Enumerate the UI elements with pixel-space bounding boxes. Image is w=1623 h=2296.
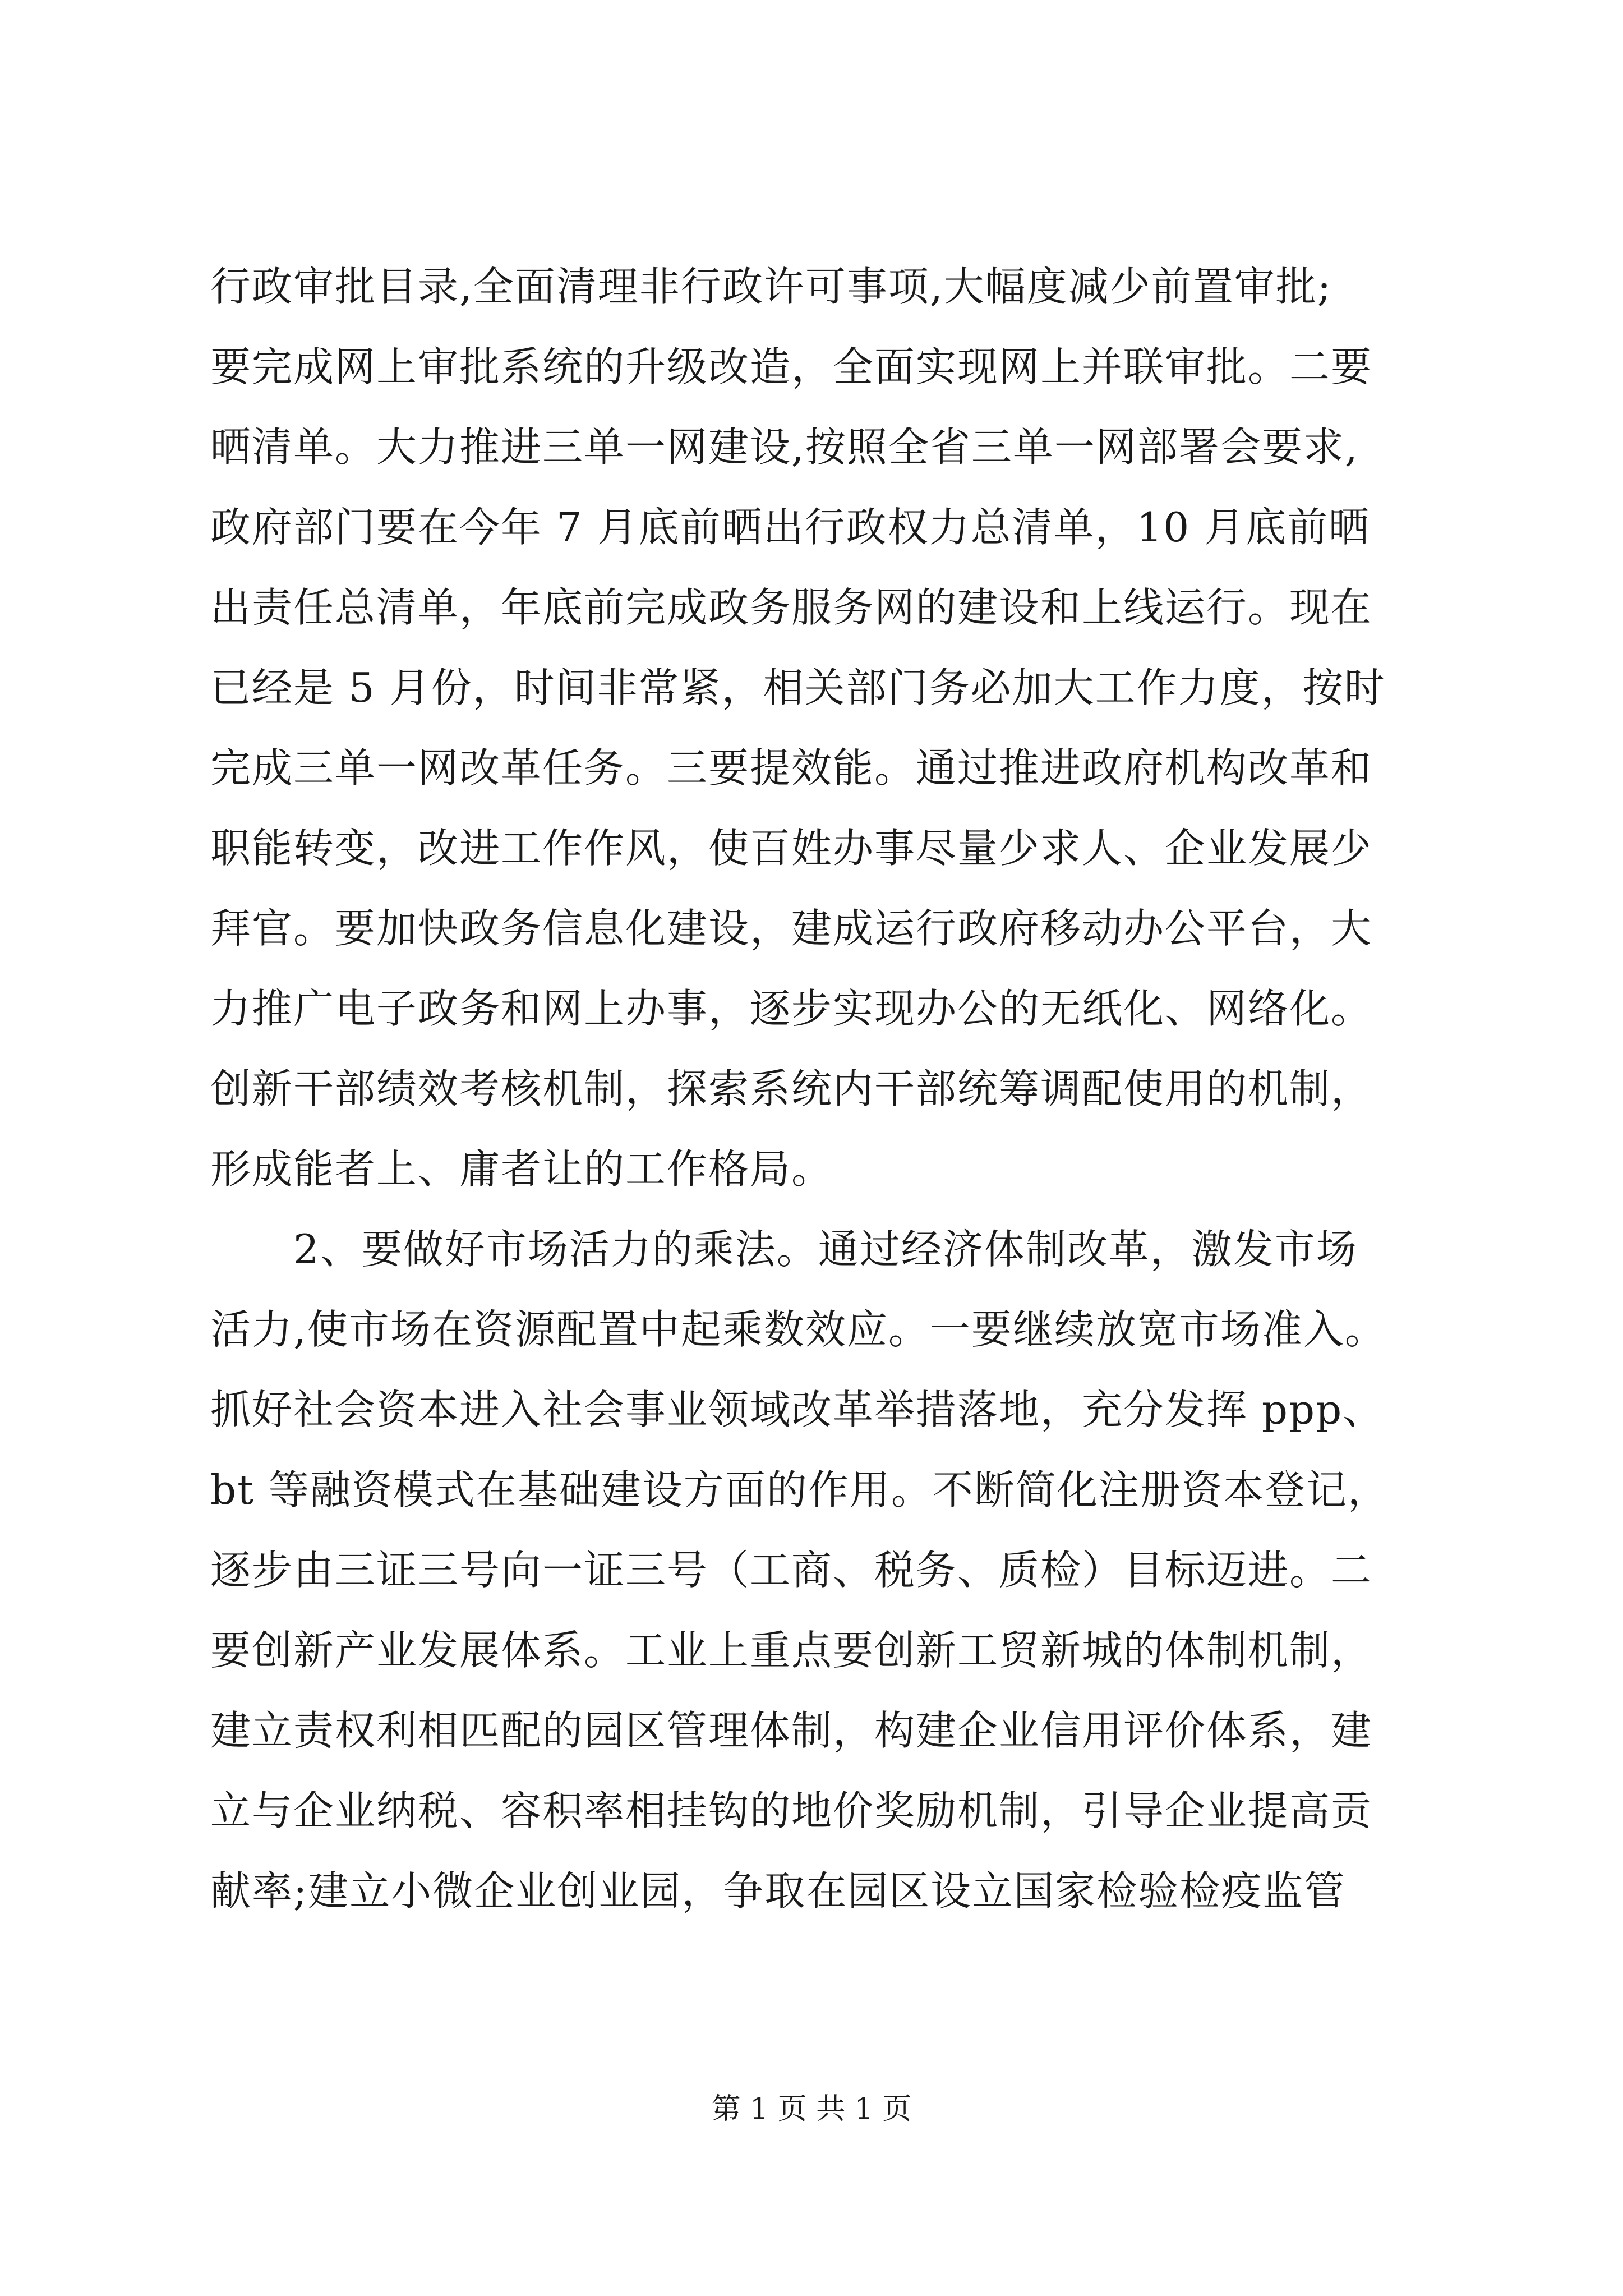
text-line: 形成能者上、庸者让的工作格局。: [210, 1145, 833, 1193]
text-line: 拜官。要加快政务信息化建设，建成运行政府移动办公平台，大: [210, 905, 1373, 952]
text-line: 已经是 5 月份，时间非常紧，相关部门务必加大工作力度，按时: [210, 664, 1386, 711]
page-number-label: 第 1 页 共 1 页: [711, 2092, 912, 2126]
text-line: 要创新产业发展体系。工业上重点要创新工贸新城的体制机制，: [210, 1627, 1373, 1674]
text-line: 力推广电子政务和网上办事，逐步实现办公的无纸化、网络化。: [210, 985, 1373, 1032]
text-line: 政府部门要在今年 7 月底前晒出行政权力总清单，10 月底前晒: [210, 504, 1371, 551]
text-line: 活力,使市场在资源配置中起乘数效应。一要继续放宽市场准入。: [210, 1306, 1386, 1353]
text-line: 完成三单一网改革任务。三要提效能。通过推进政府机构改革和: [210, 744, 1373, 792]
text-line: 行政审批目录,全面清理非行政许可事项,大幅度减少前置审批;: [210, 263, 1332, 310]
text-line: 建立责权利相匹配的园区管理体制，构建企业信用评价体系，建: [210, 1707, 1373, 1754]
text-line: 抓好社会资本进入社会事业领域改革举措落地，充分发挥 ppp、: [210, 1386, 1385, 1433]
text-line: 立与企业纳税、容积率相挂钩的地价奖励机制，引导企业提高贡: [210, 1787, 1373, 1834]
text-line: 2、要做好市场活力的乘法。通过经济体制改革，激发市场: [210, 1226, 1358, 1273]
text-line: 献率;建立小微企业创业园，争取在园区设立国家检验检疫监管: [210, 1867, 1346, 1915]
text-line: 要完成网上审批系统的升级改造，全面实现网上并联审批。二要: [210, 343, 1373, 390]
text-line: 职能转变，改进工作作风，使百姓办事尽量少求人、企业发展少: [210, 825, 1373, 872]
text-line: 出责任总清单，年底前完成政务服务网的建设和上线运行。现在: [210, 584, 1373, 631]
page-footer: [0, 2090, 1623, 2129]
text-line: bt 等融资模式在基础建设方面的作用。不断简化注册资本登记，: [210, 1466, 1389, 1513]
text-line: 逐步由三证三号向一证三号（工商、税务、质检）目标迈进。二: [210, 1547, 1373, 1594]
text-line: 创新干部绩效考核机制，探索系统内干部统筹调配使用的机制，: [210, 1065, 1373, 1112]
text-line: 晒清单。大力推进三单一网建设,按照全省三单一网部署会要求,: [210, 424, 1359, 471]
document-body: [210, 247, 1422, 1931]
